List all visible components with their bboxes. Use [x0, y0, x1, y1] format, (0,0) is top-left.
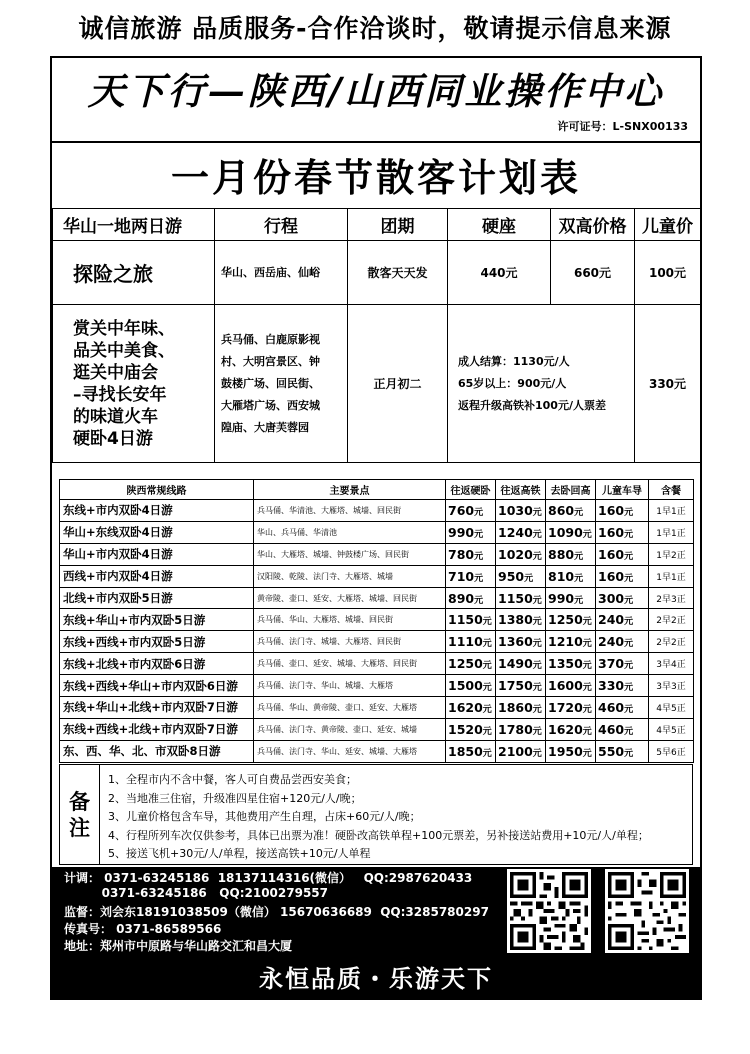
route-spots	[254, 718, 446, 740]
header-cell: 主要景点	[254, 480, 446, 500]
route-row	[60, 521, 694, 543]
route-name-value: 东线+西线+市内双卧5日游	[63, 634, 206, 649]
note-item: 5、接送飞机+30元/人/单程，接送高铁+10元/人单程	[108, 847, 371, 860]
route-name-value: 东线+华山+市内双卧5日游	[63, 612, 206, 627]
route-row	[60, 500, 694, 522]
price-sleeper-high-speed-value: 990	[548, 590, 575, 606]
notes-label-char: 备	[69, 789, 90, 814]
price-sleeper-high-speed-value: 860	[548, 502, 575, 518]
price-round-trip-sleeper	[446, 675, 496, 697]
price-child-value: 240	[598, 634, 625, 650]
price-round-trip-high-speed	[496, 609, 546, 631]
price-round-trip-sleeper	[446, 565, 496, 587]
price-round-trip-sleeper-value: 890	[448, 590, 475, 606]
license-number: 许可证号：L-SNX00133	[557, 120, 688, 133]
note-item: 4、行程所列车次仅供参考，具体已出票为准！硬卧改高铁单程+100元票差，另补接送站费用+10元/人/单程；	[108, 828, 649, 842]
price-sleeper-high-speed	[546, 587, 596, 609]
price-unit: 元	[624, 704, 634, 715]
huashan-table	[52, 208, 701, 463]
price-round-trip-high-speed	[496, 653, 546, 675]
route-name	[60, 675, 254, 697]
route-spots-value: 黄帝陵、壶口、延安、大雁塔、城墙、回民街	[257, 593, 417, 603]
price-child	[596, 697, 649, 719]
header-cell: 双高价格	[551, 209, 635, 241]
contact-line: 0371-63245186 QQ:2100279557	[64, 886, 329, 900]
route-spots-value: 华山、兵马俑、华清池	[257, 527, 337, 537]
price-sleeper-high-speed	[546, 521, 596, 543]
header-cell: 去卧回高	[546, 480, 596, 500]
price-round-trip-sleeper	[446, 500, 496, 522]
meals-included-value: 4早5正	[656, 725, 686, 736]
route-spots	[254, 675, 446, 697]
route-name	[60, 740, 254, 762]
meals-included-value: 2早3正	[656, 594, 686, 605]
meals-included-value: 1早2正	[656, 550, 686, 561]
price-unit: 元	[482, 748, 492, 759]
hard-seat-price: 440元	[448, 241, 551, 305]
price-round-trip-high-speed-value: 1860	[498, 699, 533, 715]
price-unit: 元	[482, 639, 492, 650]
price-unit: 元	[574, 573, 584, 584]
route-name	[60, 718, 254, 740]
price-round-trip-sleeper-value: 990	[448, 524, 475, 540]
price-sleeper-high-speed-value: 1620	[548, 721, 583, 737]
child-price: 100元	[635, 241, 701, 305]
price-unit: 元	[624, 617, 634, 628]
price-round-trip-high-speed	[496, 565, 546, 587]
price-sleeper-high-speed	[546, 697, 596, 719]
contact-block	[52, 867, 700, 955]
route-name-value: 东线+华山+北线+市内双卧7日游	[63, 700, 238, 715]
meals-included	[649, 697, 694, 719]
price-unit: 元	[624, 639, 634, 650]
route-name	[60, 631, 254, 653]
price-round-trip-sleeper	[446, 543, 496, 565]
route-row	[60, 718, 694, 740]
price-line: 成人结算：1130元/人	[458, 354, 570, 368]
price-round-trip-high-speed-value: 950	[498, 568, 525, 584]
price-child	[596, 521, 649, 543]
route-name	[60, 653, 254, 675]
route-row	[60, 543, 694, 565]
notes-label	[60, 765, 100, 864]
meals-included	[649, 631, 694, 653]
price-unit: 元	[482, 726, 492, 737]
header-cell: 华山一地两日游	[53, 209, 215, 241]
tour-dates: 正月初二	[348, 305, 448, 463]
header-cell: 儿童车导	[596, 480, 649, 500]
meals-included	[649, 543, 694, 565]
header-cell: 陕西常规线路	[60, 480, 254, 500]
tour-name	[53, 305, 215, 463]
price-child	[596, 500, 649, 522]
meals-included-value: 1早1正	[656, 572, 686, 583]
itinerary-line: 兵马俑、白鹿原影视	[221, 332, 320, 346]
price-sleeper-high-speed-value: 1950	[548, 743, 583, 759]
meals-included	[649, 740, 694, 762]
price-unit: 元	[574, 551, 584, 562]
price-sleeper-high-speed	[546, 631, 596, 653]
price-unit: 元	[532, 617, 542, 628]
price-child-value: 160	[598, 524, 625, 540]
price-round-trip-sleeper	[446, 740, 496, 762]
route-spots-value: 兵马俑、法门寺、城墙、大雁塔、回民街	[257, 637, 401, 647]
itinerary-line: 村、大明宫景区、钟	[221, 354, 320, 368]
header-cell: 含餐	[649, 480, 694, 500]
price-unit: 元	[582, 617, 592, 628]
route-spots	[254, 565, 446, 587]
price-unit: 元	[582, 529, 592, 540]
price-round-trip-sleeper	[446, 631, 496, 653]
route-spots	[254, 587, 446, 609]
meals-included	[649, 587, 694, 609]
route-spots	[254, 521, 446, 543]
price-sleeper-high-speed-value: 1090	[548, 524, 583, 540]
route-name	[60, 565, 254, 587]
route-name	[60, 500, 254, 522]
route-name-value: 东线+北线+市内双卧6日游	[63, 656, 206, 671]
meals-included	[649, 675, 694, 697]
price-unit: 元	[582, 661, 592, 672]
price-unit: 元	[582, 639, 592, 650]
price-child	[596, 565, 649, 587]
meals-included-value: 3早4正	[656, 660, 686, 671]
price-unit: 元	[524, 573, 534, 584]
price-round-trip-high-speed-value: 1750	[498, 678, 533, 694]
route-row	[60, 740, 694, 762]
header-cell: 行程	[215, 209, 348, 241]
price-unit: 元	[624, 507, 634, 518]
route-spots	[254, 653, 446, 675]
tour-name-line: 的味道火车	[73, 406, 158, 427]
meals-included	[649, 521, 694, 543]
price-unit: 元	[474, 595, 484, 606]
meals-included-value: 2早2正	[656, 616, 686, 627]
price-sleeper-high-speed	[546, 675, 596, 697]
tour-name-line: –寻找长安年	[73, 384, 167, 405]
price-unit: 元	[532, 507, 542, 518]
price-round-trip-sleeper	[446, 587, 496, 609]
brand-title: 天下行—陕西/山西同业操作中心	[87, 69, 665, 113]
price-unit: 元	[624, 573, 634, 584]
route-spots-value: 兵马俑、法门寺、华山、城墙、大雁塔	[257, 681, 393, 691]
contact-line: 监督：刘会东18191038509（微信） 15670636689 QQ:3285780297	[64, 905, 489, 919]
price-sleeper-high-speed-value: 880	[548, 546, 575, 562]
price-child	[596, 718, 649, 740]
header-cell: 往返高铁	[496, 480, 546, 500]
route-name-value: 东线+市内双卧4日游	[63, 503, 173, 518]
price-round-trip-high-speed-value: 2100	[498, 743, 533, 759]
notes-label-char: 注	[69, 815, 90, 840]
plan-title: 一月份春节散客计划表	[170, 155, 581, 200]
meals-included-value: 3早3正	[656, 682, 686, 693]
price-unit: 元	[532, 726, 542, 737]
price-child	[596, 653, 649, 675]
price-round-trip-high-speed-value: 1150	[498, 590, 533, 606]
tour-row	[53, 305, 701, 463]
route-spots-value: 兵马俑、华山、黄帝陵、壶口、延安、大雁塔	[257, 702, 417, 712]
price-unit: 元	[582, 704, 592, 715]
price-unit: 元	[482, 683, 492, 694]
route-spots	[254, 543, 446, 565]
price-round-trip-high-speed-value: 1380	[498, 612, 533, 628]
price-round-trip-sleeper-value: 1850	[448, 743, 483, 759]
route-name	[60, 697, 254, 719]
price-round-trip-high-speed	[496, 718, 546, 740]
route-spots	[254, 609, 446, 631]
route-name-value: 西线+市内双卧4日游	[63, 569, 173, 584]
tour-itinerary	[215, 305, 348, 463]
price-child	[596, 675, 649, 697]
price-sleeper-high-speed-value: 1210	[548, 634, 583, 650]
price-child-value: 240	[598, 612, 625, 628]
routes-table	[59, 479, 694, 763]
contact-line: 传真号： 0371-86589566	[64, 922, 222, 936]
route-spots-value: 兵马俑、壶口、延安、城墙、大雁塔、回民街	[257, 659, 417, 669]
route-name-value: 北线+市内双卧5日游	[63, 591, 173, 605]
price-sleeper-high-speed-value: 1250	[548, 612, 583, 628]
route-name-value: 东线+西线+北线+市内双卧7日游	[63, 722, 238, 737]
itinerary-line: 隍庙、大唐芙蓉园	[221, 420, 309, 434]
route-spots	[254, 740, 446, 762]
price-unit: 元	[474, 507, 484, 518]
header-cell: 团期	[348, 209, 448, 241]
tour-name-line: 逛关中庙会	[73, 362, 158, 383]
price-child-value: 460	[598, 721, 625, 737]
price-child	[596, 587, 649, 609]
meals-included-value: 1早1正	[656, 506, 686, 517]
price-unit: 元	[532, 639, 542, 650]
price-unit: 元	[532, 551, 542, 562]
price-round-trip-sleeper-value: 1110	[448, 634, 483, 650]
route-row	[60, 609, 694, 631]
price-sleeper-high-speed	[546, 653, 596, 675]
price-unit: 元	[474, 551, 484, 562]
tour-name-line: 品关中美食、	[73, 340, 175, 361]
qr-code-icon	[507, 869, 591, 953]
route-spots	[254, 697, 446, 719]
price-child-value: 160	[598, 568, 625, 584]
price-round-trip-high-speed	[496, 675, 546, 697]
notes-box	[59, 764, 693, 865]
routes-body	[60, 500, 694, 763]
itinerary-line: 鼓楼广场、回民街、	[221, 376, 320, 390]
route-spots-value: 兵马俑、法门寺、黄帝陵、壶口、延安、城墙	[257, 724, 417, 734]
price-round-trip-sleeper-value: 760	[448, 502, 475, 518]
price-round-trip-sleeper-value: 1520	[448, 721, 483, 737]
price-unit: 元	[532, 595, 542, 606]
huashan-header-row	[53, 209, 701, 241]
price-unit: 元	[474, 529, 484, 540]
price-sleeper-high-speed-value: 1600	[548, 678, 583, 694]
price-unit: 元	[482, 617, 492, 628]
route-row	[60, 675, 694, 697]
route-spots	[254, 631, 446, 653]
header-cell: 往返硬卧	[446, 480, 496, 500]
price-round-trip-high-speed	[496, 500, 546, 522]
meals-included	[649, 718, 694, 740]
price-line: 返程升级高铁补100元/人票差	[458, 398, 606, 412]
high-speed-price: 660元	[551, 241, 635, 305]
route-row	[60, 653, 694, 675]
tour-name-line: 硬卧4日游	[73, 428, 153, 449]
price-unit: 元	[574, 595, 584, 606]
price-round-trip-sleeper	[446, 609, 496, 631]
price-round-trip-high-speed-value: 1240	[498, 524, 533, 540]
price-unit: 元	[582, 748, 592, 759]
poster-frame	[50, 56, 702, 1000]
price-unit: 元	[532, 661, 542, 672]
route-name	[60, 587, 254, 609]
price-child	[596, 631, 649, 653]
tour-prices	[448, 305, 635, 463]
route-name-value: 东线+西线+华山+市内双卧6日游	[63, 678, 238, 693]
meals-included	[649, 500, 694, 522]
route-name-value: 华山+东线双卧4日游	[63, 525, 173, 540]
route-row	[60, 565, 694, 587]
contact-line: 地址：郑州市中原路与华山路交汇和昌大厦	[64, 939, 293, 953]
price-unit: 元	[624, 529, 634, 540]
price-unit: 元	[474, 573, 484, 584]
route-spots-value: 兵马俑、法门寺、华山、延安、城墙、大雁塔	[257, 746, 417, 756]
note-item: 2、当地准三住宿，升级准四星住宿+120元/人/晚；	[108, 791, 362, 805]
price-unit: 元	[624, 595, 634, 606]
price-round-trip-high-speed	[496, 697, 546, 719]
price-sleeper-high-speed	[546, 609, 596, 631]
price-round-trip-sleeper-value: 710	[448, 568, 475, 584]
price-sleeper-high-speed	[546, 543, 596, 565]
meals-included	[649, 653, 694, 675]
note-item: 1、全程市内不含中餐，客人可自费品尝西安美食；	[108, 773, 357, 786]
price-child	[596, 609, 649, 631]
note-item: 3、儿童价格包含车导，其他费用产生自理，占床+60元/人/晚；	[108, 810, 421, 823]
route-name-value: 华山+市内双卧4日游	[63, 547, 173, 562]
price-sleeper-high-speed-value: 810	[548, 568, 575, 584]
price-unit: 元	[624, 726, 634, 737]
price-round-trip-high-speed	[496, 543, 546, 565]
price-child-value: 300	[598, 590, 625, 606]
price-round-trip-high-speed-value: 1360	[498, 634, 533, 650]
tour-name: 探险之旅	[53, 241, 215, 305]
notes-items	[100, 765, 657, 864]
route-name-value: 东、西、华、北、市双卧8日游	[63, 744, 221, 759]
price-line: 65岁以上：900元/人	[458, 376, 567, 390]
price-child	[596, 740, 649, 762]
price-child-value: 460	[598, 699, 625, 715]
route-spots-value: 华山、大雁塔、城墙、钟鼓楼广场、回民街	[257, 549, 409, 559]
routes-header-row	[60, 480, 694, 500]
price-sleeper-high-speed-value: 1720	[548, 699, 583, 715]
price-unit: 元	[482, 661, 492, 672]
price-round-trip-sleeper-value: 1250	[448, 656, 483, 672]
route-spots	[254, 500, 446, 522]
price-child-value: 160	[598, 502, 625, 518]
price-child	[596, 543, 649, 565]
qr-code-icon	[605, 869, 689, 953]
price-unit: 元	[574, 507, 584, 518]
route-name	[60, 521, 254, 543]
meals-included-value: 1早1正	[656, 528, 686, 539]
price-sleeper-high-speed	[546, 718, 596, 740]
price-round-trip-high-speed-value: 1020	[498, 546, 533, 562]
meals-included	[649, 609, 694, 631]
itinerary-line: 大雁塔广场、西安城	[221, 398, 320, 412]
price-round-trip-sleeper-value: 780	[448, 546, 475, 562]
price-sleeper-high-speed	[546, 500, 596, 522]
price-round-trip-sleeper	[446, 521, 496, 543]
price-child-value: 160	[598, 546, 625, 562]
price-round-trip-sleeper	[446, 653, 496, 675]
price-unit: 元	[532, 704, 542, 715]
route-spots-value: 兵马俑、华清池、大雁塔、城墙、回民街	[257, 505, 401, 515]
meals-included	[649, 565, 694, 587]
meals-included-value: 2早2正	[656, 638, 686, 649]
price-unit: 元	[624, 683, 634, 694]
tour-name-line: 赏关中年味、	[73, 318, 175, 339]
price-round-trip-high-speed	[496, 631, 546, 653]
price-round-trip-sleeper-value: 1500	[448, 678, 483, 694]
route-spots-value: 汉阳陵、乾陵、法门寺、大雁塔、城墙	[257, 571, 393, 581]
route-name	[60, 609, 254, 631]
price-unit: 元	[582, 726, 592, 737]
contact-line: 计调： 0371-63245186 18137114316(微信） QQ:2987620433	[64, 871, 473, 885]
price-child-value: 370	[598, 656, 625, 672]
price-child-value: 330	[598, 678, 625, 694]
price-unit: 元	[624, 661, 634, 672]
price-child-value: 550	[598, 743, 625, 759]
price-round-trip-high-speed	[496, 740, 546, 762]
tour-itinerary: 华山、西岳庙、仙峪	[215, 241, 348, 305]
price-round-trip-high-speed-value: 1490	[498, 656, 533, 672]
price-round-trip-sleeper-value: 1620	[448, 699, 483, 715]
route-spots-value: 兵马俑、华山、大雁塔、城墙、回民街	[257, 615, 393, 625]
price-unit: 元	[532, 748, 542, 759]
route-row	[60, 631, 694, 653]
route-row	[60, 587, 694, 609]
price-unit: 元	[582, 683, 592, 694]
price-round-trip-high-speed	[496, 521, 546, 543]
price-round-trip-sleeper-value: 1150	[448, 612, 483, 628]
tour-row	[53, 241, 701, 305]
meals-included-value: 5早6正	[656, 747, 686, 758]
price-round-trip-high-speed-value: 1780	[498, 721, 533, 737]
price-sleeper-high-speed	[546, 740, 596, 762]
header-cell: 硬座	[448, 209, 551, 241]
route-row	[60, 697, 694, 719]
price-round-trip-sleeper	[446, 718, 496, 740]
price-round-trip-high-speed-value: 1030	[498, 502, 533, 518]
price-unit: 元	[624, 551, 634, 562]
child-price: 330元	[635, 305, 701, 463]
price-sleeper-high-speed-value: 1350	[548, 656, 583, 672]
meals-included-value: 4早5正	[656, 703, 686, 714]
price-unit: 元	[624, 748, 634, 759]
price-unit: 元	[532, 529, 542, 540]
slogan: 永恒品质・乐游天下	[52, 955, 700, 998]
price-round-trip-sleeper	[446, 697, 496, 719]
price-unit: 元	[482, 704, 492, 715]
price-sleeper-high-speed	[546, 565, 596, 587]
route-name	[60, 543, 254, 565]
header-cell: 儿童价	[635, 209, 701, 241]
price-unit: 元	[532, 683, 542, 694]
divider	[52, 141, 700, 143]
price-round-trip-high-speed	[496, 587, 546, 609]
top-banner: 诚信旅游 品质服务-合作洽谈时，敬请提示信息来源	[78, 14, 672, 43]
tour-dates: 散客天天发	[348, 241, 448, 305]
